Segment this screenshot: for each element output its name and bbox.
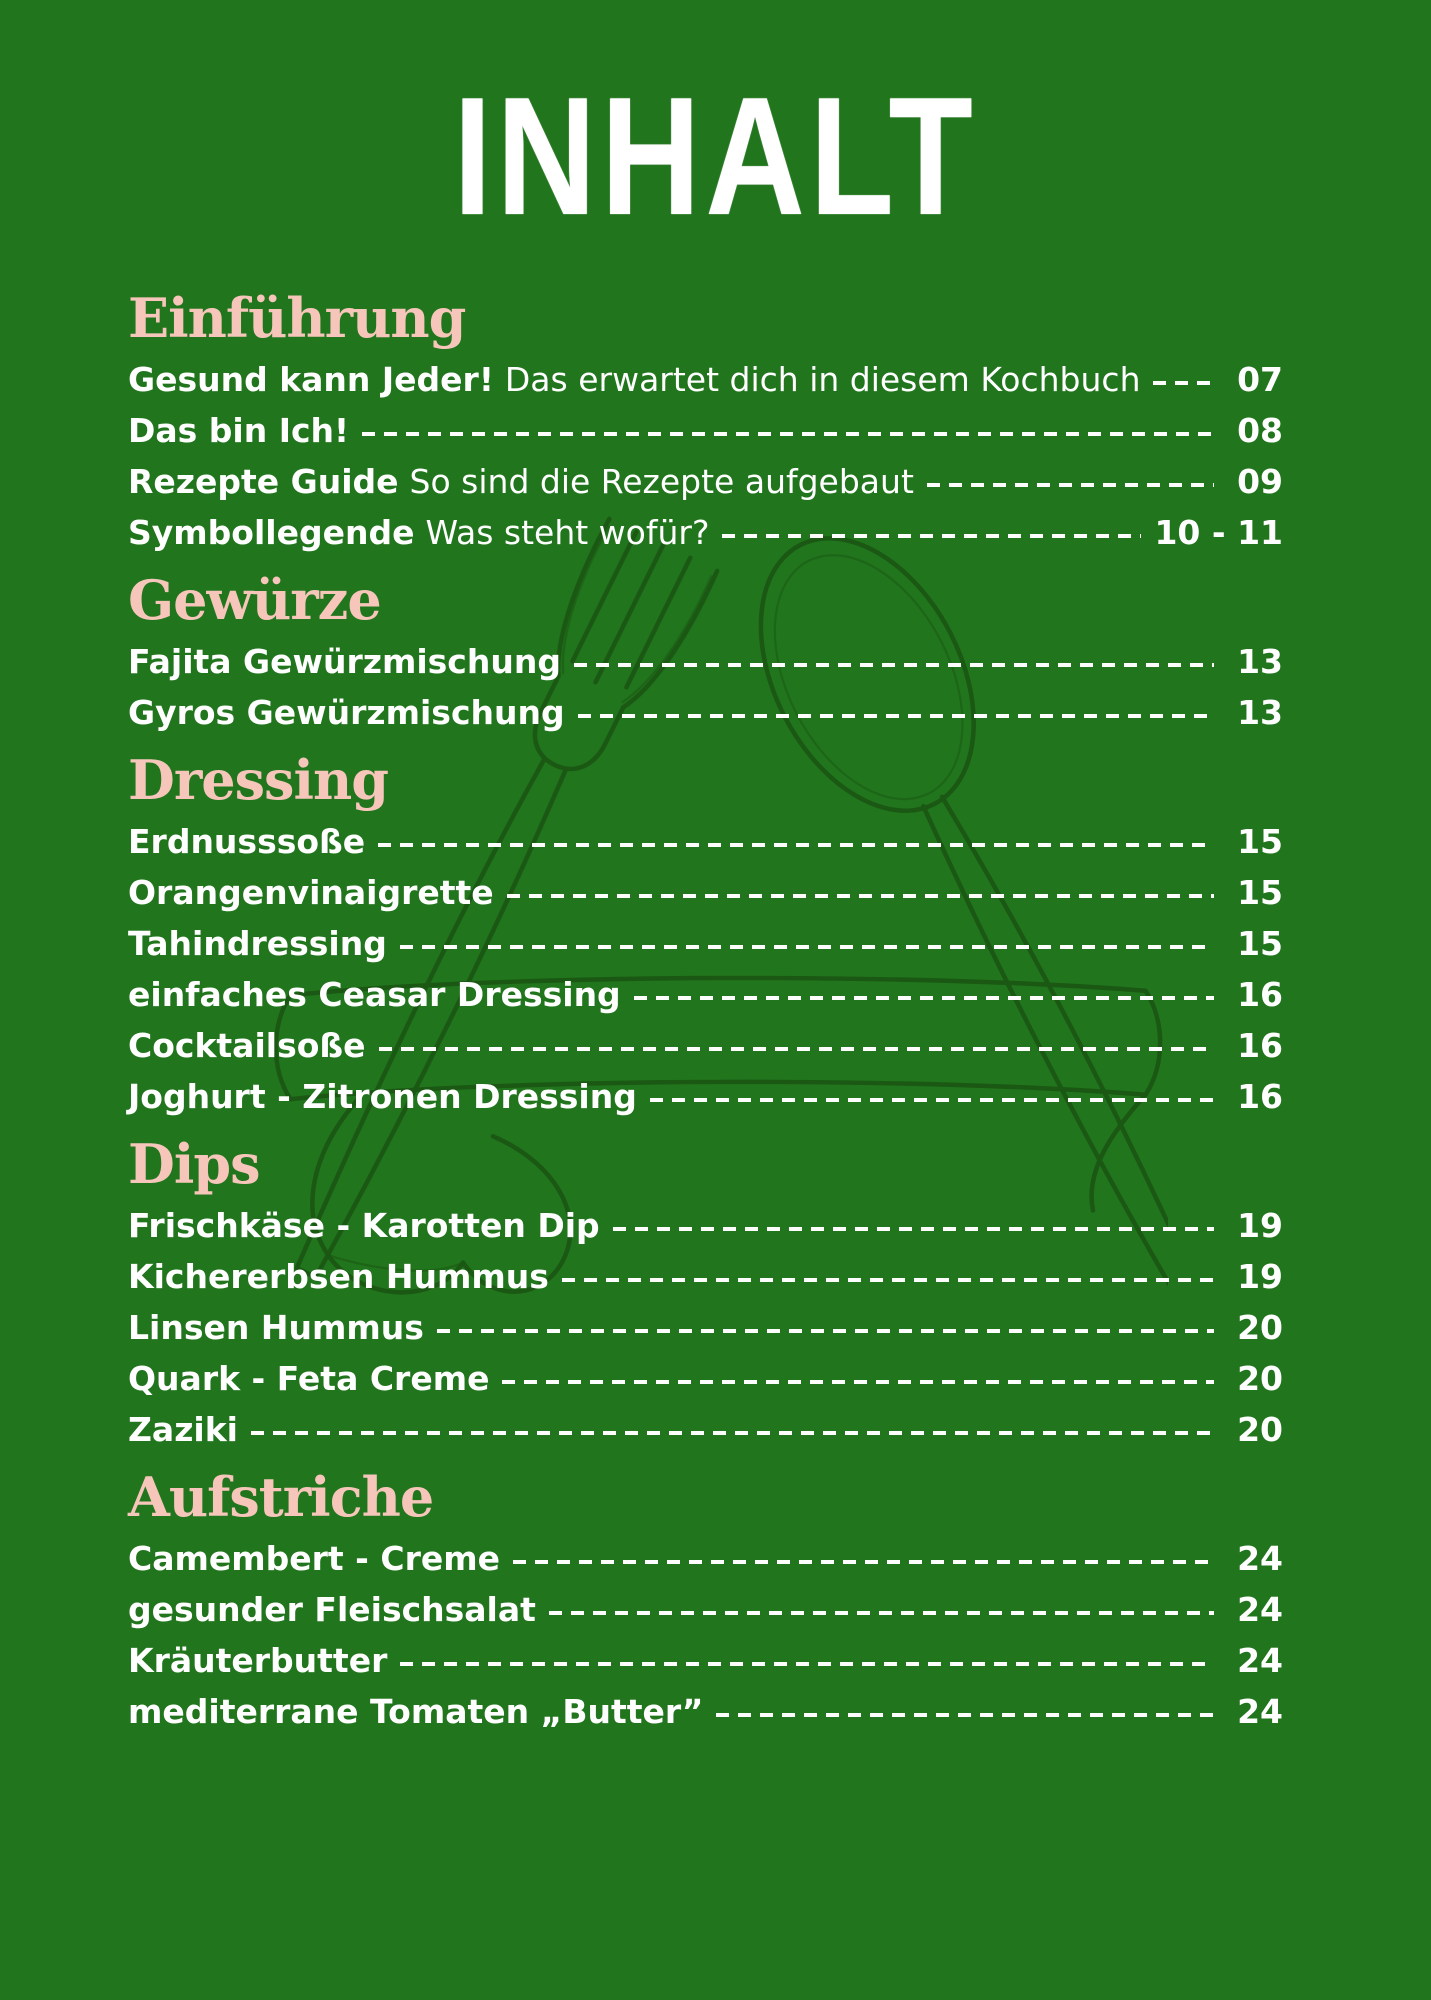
dotted-leader bbox=[513, 1560, 1214, 1564]
entry-title-bold: Joghurt - Zitronen Dressing bbox=[128, 1077, 637, 1116]
entry-title-bold: Fajita Gewürzmischung bbox=[128, 642, 561, 681]
entry-title-rest: So sind die Rezepte aufgebaut bbox=[409, 462, 914, 501]
toc-entry bbox=[128, 1635, 1283, 1686]
entry-page-number: 16 bbox=[1237, 1077, 1283, 1116]
toc-entry bbox=[128, 1533, 1283, 1584]
dotted-leader bbox=[502, 1380, 1214, 1384]
toc-entry bbox=[128, 816, 1283, 867]
dotted-leader bbox=[578, 714, 1214, 718]
entry-title-bold: gesunder Fleischsalat bbox=[128, 1590, 536, 1629]
entry-page-number: 20 bbox=[1237, 1308, 1283, 1347]
entry-title-bold: Cocktailsoße bbox=[128, 1026, 366, 1065]
entry-title-bold: Quark - Feta Creme bbox=[128, 1359, 490, 1398]
toc-entry bbox=[128, 918, 1283, 969]
entry-title-bold: Frischkäse - Karotten Dip bbox=[128, 1206, 600, 1245]
entry-title-bold: Symbollegende bbox=[128, 513, 415, 552]
toc-entry bbox=[128, 507, 1283, 558]
dotted-leader bbox=[574, 663, 1214, 667]
dotted-leader bbox=[1153, 381, 1214, 385]
dotted-leader bbox=[927, 483, 1214, 487]
toc-entry bbox=[128, 405, 1283, 456]
entry-title-bold: Camembert - Creme bbox=[128, 1539, 501, 1578]
dotted-leader bbox=[722, 534, 1141, 538]
entry-page-number: 24 bbox=[1237, 1590, 1283, 1629]
entry-page-number: 08 bbox=[1237, 411, 1283, 450]
section-title: Dips bbox=[128, 1132, 260, 1196]
section-title: Einführung bbox=[128, 286, 466, 350]
dotted-leader bbox=[613, 1227, 1214, 1231]
dotted-leader bbox=[400, 1662, 1214, 1666]
entry-page-number: 15 bbox=[1237, 924, 1283, 963]
entry-title-bold: Rezepte Guide bbox=[128, 462, 399, 501]
entry-page-number: 19 bbox=[1237, 1206, 1283, 1245]
dotted-leader bbox=[716, 1713, 1214, 1717]
entry-title-bold: Kräuterbutter bbox=[128, 1641, 388, 1680]
entry-page-number: 13 bbox=[1237, 642, 1283, 681]
entry-title-bold: Das bin Ich! bbox=[128, 411, 350, 450]
section-title: Dressing bbox=[128, 748, 388, 812]
toc-entry bbox=[128, 1071, 1283, 1122]
entry-title-rest: Was steht wofür? bbox=[425, 513, 710, 552]
entry-page-number: 20 bbox=[1237, 1359, 1283, 1398]
dotted-leader bbox=[362, 432, 1214, 436]
dotted-leader bbox=[400, 945, 1214, 949]
entry-page-number: 24 bbox=[1237, 1641, 1283, 1680]
dotted-leader bbox=[634, 996, 1214, 1000]
toc-entry bbox=[128, 1251, 1283, 1302]
entry-page-number: 16 bbox=[1237, 975, 1283, 1014]
entry-page-number: 24 bbox=[1237, 1539, 1283, 1578]
toc-entry bbox=[128, 456, 1283, 507]
toc-entry bbox=[128, 354, 1283, 405]
entry-page-number: 24 bbox=[1237, 1692, 1283, 1731]
entry-title-bold: Orangenvinaigrette bbox=[128, 873, 494, 912]
entry-title-bold: Linsen Hummus bbox=[128, 1308, 424, 1347]
page-title: INHALT bbox=[453, 62, 978, 250]
dotted-leader bbox=[562, 1278, 1214, 1282]
entry-page-number: 09 bbox=[1237, 462, 1283, 501]
toc-entry bbox=[128, 1686, 1283, 1737]
toc-entry bbox=[128, 1020, 1283, 1071]
toc-entry bbox=[128, 636, 1283, 687]
entry-title-bold: Kichererbsen Hummus bbox=[128, 1257, 549, 1296]
toc-entry bbox=[128, 1353, 1283, 1404]
toc-entry bbox=[128, 867, 1283, 918]
entry-page-number: 10 - 11 bbox=[1154, 513, 1283, 552]
toc-entry bbox=[128, 1200, 1283, 1251]
toc-entry bbox=[128, 687, 1283, 738]
entry-page-number: 15 bbox=[1237, 873, 1283, 912]
toc bbox=[128, 286, 1283, 1737]
dotted-leader bbox=[507, 894, 1214, 898]
dotted-leader bbox=[437, 1329, 1214, 1333]
dotted-leader bbox=[379, 1047, 1215, 1051]
entry-title-bold: einfaches Ceasar Dressing bbox=[128, 975, 621, 1014]
dotted-leader bbox=[650, 1098, 1214, 1102]
entry-title-bold: Tahindressing bbox=[128, 924, 387, 963]
entry-title-bold: Erdnusssoße bbox=[128, 822, 366, 861]
entry-page-number: 13 bbox=[1237, 693, 1283, 732]
toc-entry bbox=[128, 969, 1283, 1020]
dotted-leader bbox=[251, 1431, 1214, 1435]
entry-title-rest: Das erwartet dich in diesem Kochbuch bbox=[504, 360, 1141, 399]
toc-entry bbox=[128, 1584, 1283, 1635]
entry-page-number: 19 bbox=[1237, 1257, 1283, 1296]
dotted-leader bbox=[378, 843, 1214, 847]
toc-entry bbox=[128, 1404, 1283, 1455]
toc-entry bbox=[128, 1302, 1283, 1353]
entry-title-bold: mediterrane Tomaten „Butter” bbox=[128, 1692, 704, 1731]
entry-title-bold: Gyros Gewürzmischung bbox=[128, 693, 565, 732]
section-title: Gewürze bbox=[128, 568, 381, 632]
entry-page-number: 16 bbox=[1237, 1026, 1283, 1065]
section-title: Aufstriche bbox=[128, 1465, 434, 1529]
entry-title-bold: Gesund kann Jeder! bbox=[128, 360, 494, 399]
entry-page-number: 20 bbox=[1237, 1410, 1283, 1449]
entry-title-bold: Zaziki bbox=[128, 1410, 238, 1449]
entry-page-number: 15 bbox=[1237, 822, 1283, 861]
entry-page-number: 07 bbox=[1237, 360, 1283, 399]
dotted-leader bbox=[549, 1611, 1214, 1615]
